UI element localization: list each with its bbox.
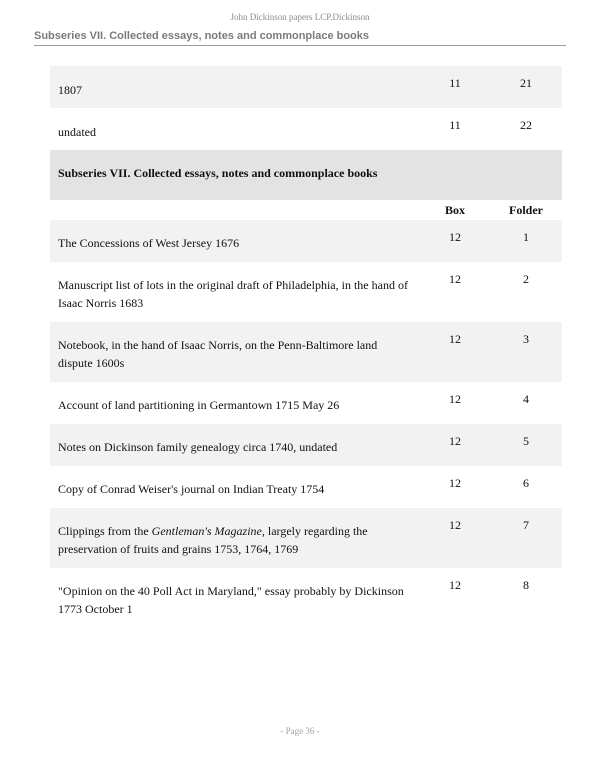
item-description: Notebook, in the hand of Isaac Norris, on the Penn-Baltimore land dispute 1600s: [58, 338, 378, 370]
description-text: Clippings from the: [58, 524, 152, 538]
box-number: 12: [449, 272, 461, 286]
section-title: [50, 150, 562, 200]
folder-number: 4: [523, 392, 529, 406]
column-header-folder: Folder: [509, 203, 543, 217]
table-row: [50, 382, 562, 424]
column-headers: [50, 200, 562, 220]
subseries-header: Subseries VII. Collected essays, notes and commonplace books: [34, 30, 566, 46]
item-description: Copy of Conrad Weiser's journal on Indian Treaty 1754: [58, 482, 325, 496]
folder-number: 21: [520, 76, 532, 90]
item-description: [58, 522, 410, 558]
table-row: [50, 220, 562, 262]
table-row: [50, 66, 562, 108]
box-number: 12: [449, 230, 461, 244]
column-header-box: Box: [444, 203, 465, 217]
item-description: Manuscript list of lots in the original draft of Philadelphia, in the hand of Isaac Norris 1683: [58, 278, 408, 310]
item-description: 1807: [58, 83, 82, 97]
table-row: [50, 508, 562, 568]
table-row: [50, 322, 562, 382]
folder-number: 3: [523, 332, 529, 346]
document-header: John Dickinson papers LCP.Dickinson: [230, 12, 370, 22]
item-description: "Opinion on the 40 Poll Act in Maryland," essay probably by Dickinson 1773 October 1: [58, 584, 404, 616]
folder-number: 1: [523, 230, 529, 244]
table-row: [50, 466, 562, 508]
section-title-text: Subseries VII. Collected essays, notes and commonplace books: [58, 166, 378, 180]
box-number: 11: [449, 76, 461, 90]
folder-number: 2: [523, 272, 529, 286]
box-number: 12: [449, 332, 461, 346]
box-number: 12: [449, 578, 461, 592]
box-number: 12: [449, 434, 461, 448]
item-description: Account of land partitioning in Germantown 1715 May 26: [58, 398, 340, 412]
box-number: 12: [449, 518, 461, 532]
publication-title: Gentleman's Magazine: [151, 524, 262, 538]
folder-number: 5: [523, 434, 529, 448]
folder-number: 6: [523, 476, 529, 490]
finding-aid-table: [50, 66, 562, 628]
item-description: undated: [58, 125, 96, 139]
box-number: 12: [449, 476, 461, 490]
table-row: [50, 108, 562, 150]
folder-number: 22: [520, 118, 532, 132]
page-number: - Page 36 -: [280, 726, 320, 736]
item-description: Notes on Dickinson family genealogy circa 1740, undated: [58, 440, 338, 454]
table-row: [50, 424, 562, 466]
box-number: 11: [449, 118, 461, 132]
box-number: 12: [449, 392, 461, 406]
description-text: , largely regarding the preservation of fruits and grains 1753, 1764, 1769: [58, 524, 368, 556]
table-row: [50, 568, 562, 628]
table-row: [50, 262, 562, 322]
folder-number: 7: [523, 518, 529, 532]
folder-number: 8: [523, 578, 529, 592]
item-description: The Concessions of West Jersey 1676: [58, 236, 240, 250]
